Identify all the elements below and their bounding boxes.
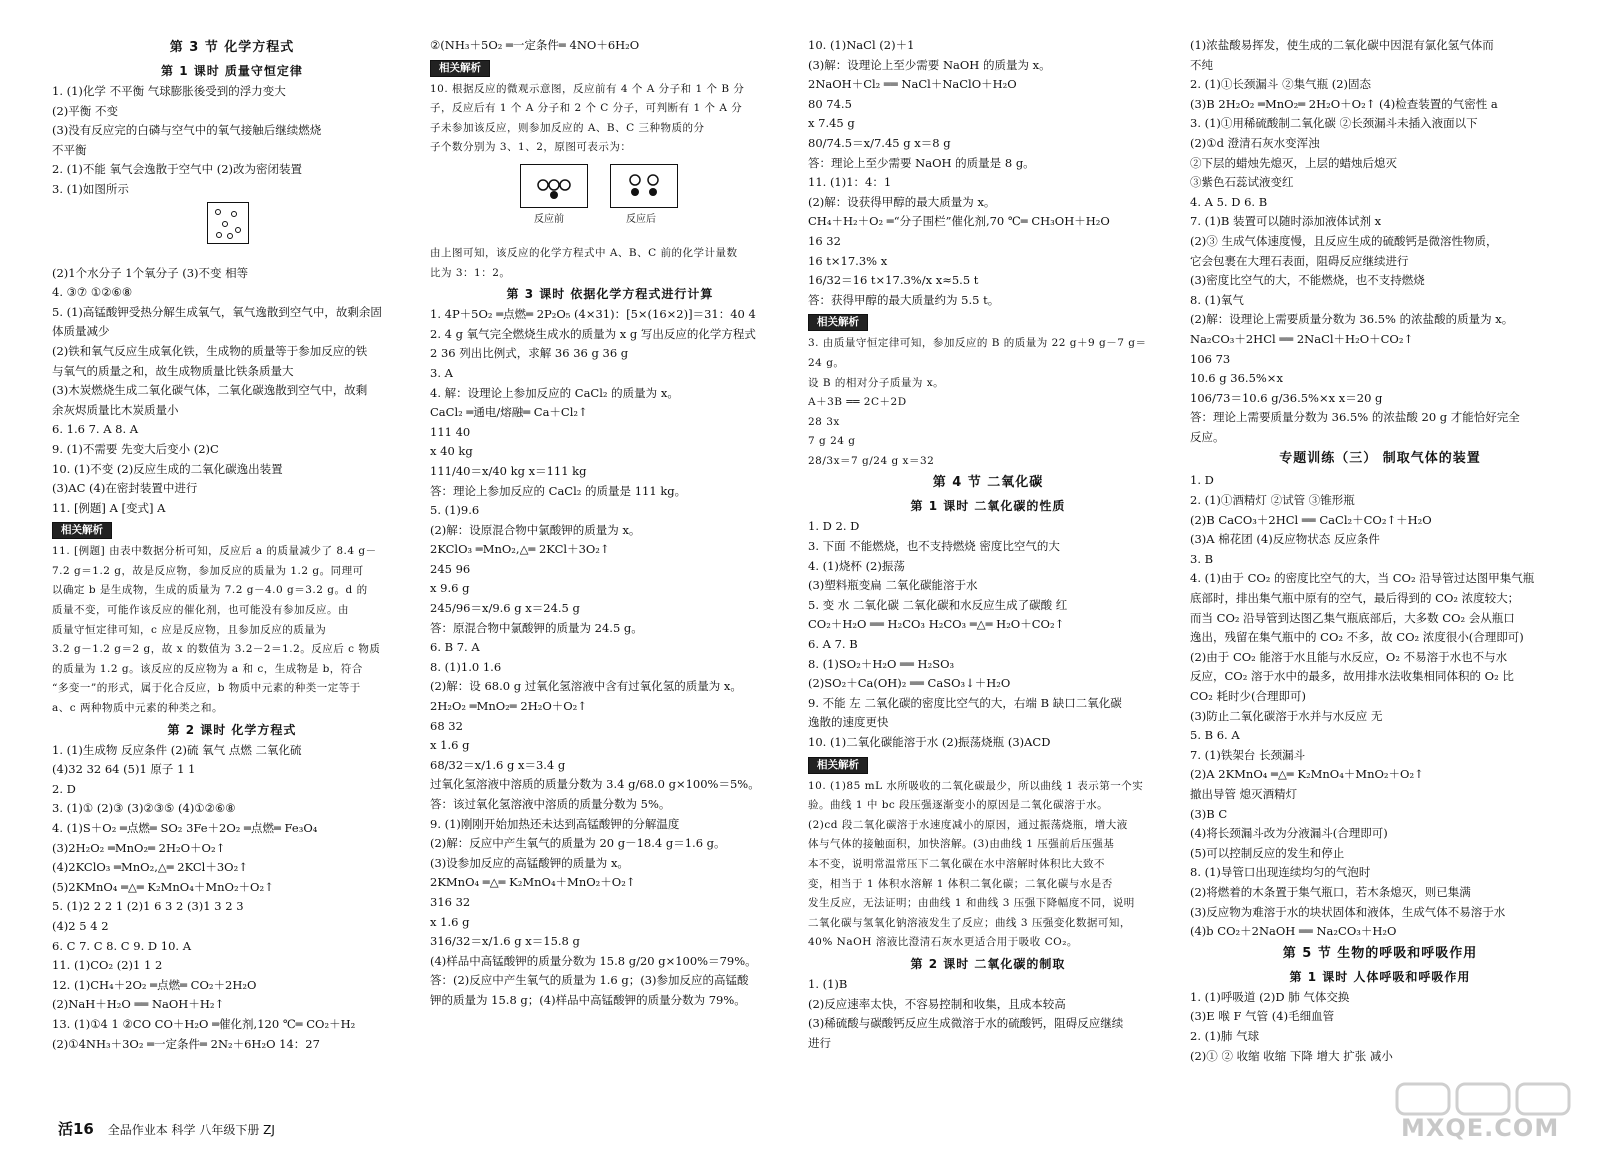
answer-line: (3)2H₂O₂ ═MnO₂═ 2H₂O＋O₂↑ xyxy=(52,840,226,855)
answer-line: 2H₂O₂ ═MnO₂═ 2H₂O＋O₂↑ xyxy=(430,699,587,714)
analysis-line: 28 3x xyxy=(808,415,840,428)
book-title: 全品作业本 科学 八年级下册 ZJ xyxy=(107,1123,275,1137)
answer-line: 3. (1)如图所示 xyxy=(52,181,129,196)
section-heading: 第 5 节 生物的呼吸和呼吸作用 xyxy=(1282,945,1478,961)
answer-line: (3)稀硫酸与碳酸钙反应生成微溶于水的硫酸钙，阻碍反应继续 xyxy=(808,1016,1124,1031)
answer-line: CO₂＋H₂O ══ H₂CO₃ H₂CO₃ ═△═ H₂O＋CO₂↑ xyxy=(808,617,1065,632)
answer-line: (3)设参加反应的高锰酸钾的质量为 x。 xyxy=(430,855,629,870)
answer-line: (2)铁和氧气反应生成氧化铁，生成物的质量等于参加反应的铁 xyxy=(52,343,368,358)
answer-line: 反应。 xyxy=(1190,429,1225,444)
answer-line: ②(NH₃＋5O₂ ═一定条件═ 4NO＋6H₂O xyxy=(430,38,640,52)
answer-line: 与氧气的质量之和，故生成物质量比铁条质量大 xyxy=(52,363,294,378)
answer-line: 底部时，排出集气瓶中原有的空气，最后得到的 CO₂ 浓度较大； xyxy=(1190,591,1520,606)
answer-line: 2. D xyxy=(52,781,76,796)
answer-line: (4)32 32 64 (5)1 原子 1 1 xyxy=(52,762,196,777)
answer-line: (2)解：设 68.0 g 过氧化氢溶液中含有过氧化氢的质量为 x。 xyxy=(430,679,742,694)
analysis-tag-row xyxy=(808,753,1168,777)
answer-line: 1. (1)B xyxy=(808,976,848,991)
before-box xyxy=(520,164,588,208)
answer-line: (3)塑料瓶变扁 二氧化碳能溶于水 xyxy=(808,578,978,593)
analysis-line: 验。曲线 1 中 bc 段压强逐渐变小的原因是二氧化碳溶于水。 xyxy=(808,799,1109,812)
analysis-line: 本不变，说明常温常压下二氧化碳在水中溶解时体积比大致不 xyxy=(808,857,1105,870)
analysis-line: 由上图可知，该反应的化学方程式中 A、B、C 前的化学计量数 xyxy=(430,246,738,259)
answer-line: x 1.6 g xyxy=(430,914,470,929)
answer-line: 9. 不能 左 二氧化碳的密度比空气的大，右端 B 缺口二氧化碳 xyxy=(808,695,1122,710)
answer-line: 9. (1)刚刚开始加热还未达到高锰酸钾的分解温度 xyxy=(430,816,680,831)
watermark-text: MXQE.COM xyxy=(1401,1114,1560,1142)
answer-line: 2KClO₃ ═MnO₂,△═ 2KCl＋3O₂↑ xyxy=(430,542,610,557)
answer-line: 1. 4P＋5O₂ ═点燃═ 2P₂O₅ (4×31)：[5×(16×2)]＝31：40 4 xyxy=(430,307,756,322)
lesson-heading: 第 2 课时 化学方程式 xyxy=(167,722,297,737)
answer-line: 245 96 xyxy=(430,561,471,576)
answer-line: CH₄＋H₂＋O₂ ═“分子围栏”催化剂,70 ℃═ CH₃OH＋H₂O xyxy=(808,214,1110,229)
answer-line: (3)A 棉花团 (4)反应物状态 反应条件 xyxy=(1190,532,1380,547)
answer-line: (3)E 喉 F 气管 (4)毛细血管 xyxy=(1190,1009,1335,1024)
analysis-line: 3. 由质量守恒定律可知，参加反应的 B 的质量为 22 g＋9 g－7 g＝ xyxy=(808,337,1147,350)
answer-line: (3)解：设理论上至少需要 NaOH 的质量为 x。 xyxy=(808,57,1051,72)
answer-line: 68/32＝x/1.6 g x＝3.4 g xyxy=(430,757,566,772)
lesson-heading: 第 3 课时 依据化学方程式进行计算 xyxy=(506,287,714,302)
analysis-line: (2)cd 段二氧化碳溶于水速度减小的原因，通过振荡烧瓶，增大液 xyxy=(808,818,1128,831)
answer-line: 答：该过氧化氢溶液中溶质的质量分数为 5%。 xyxy=(430,797,671,811)
molecule-icon xyxy=(208,203,248,243)
analysis-line: 子个数分别为 3、1、2，原图可表示为： xyxy=(430,141,632,154)
answer-line: 6. 1.6 7. A 8. A xyxy=(52,422,139,437)
molecule-icon xyxy=(611,165,677,207)
answer-line: 钾的质量为 15.8 g；(4)样品中高锰酸钾的质量分数为 79%。 xyxy=(430,992,746,1007)
answer-line: 11. [例题] A [变式] A xyxy=(52,500,166,515)
analysis-line: 7 g 24 g xyxy=(808,435,856,448)
answer-line: (2)解：设理论上需要质量分数为 36.5% 的浓盐酸的质量为 x。 xyxy=(1190,312,1514,327)
answer-line: 111/40＝x/40 kg x＝111 kg xyxy=(430,463,587,478)
answer-line: x 1.6 g xyxy=(430,738,470,753)
answer-line: 2KMnO₄ ═△═ K₂MnO₄＋MnO₂＋O₂↑ xyxy=(430,875,636,890)
lesson-heading: 第 1 课时 人体呼吸和呼吸作用 xyxy=(1289,969,1471,984)
analysis-tag-row xyxy=(430,56,790,80)
answer-line: (3)B 2H₂O₂ ═MnO₂═ 2H₂O＋O₂↑ (4)检查装置的气密性 a xyxy=(1190,96,1498,111)
answer-line: 13. (1)①4 1 ②CO CO＋H₂O ═催化剂,120 ℃═ CO₂＋H₂ xyxy=(52,1016,356,1031)
page-footer xyxy=(58,1118,275,1139)
answer-line: 11. (1)1：4：1 xyxy=(808,175,892,190)
answer-line: x 9.6 g xyxy=(430,581,470,596)
analysis-tag: 相关解析 xyxy=(808,314,868,331)
answer-line: 5. (1)9.6 xyxy=(430,503,480,518)
answer-line: (2)解：反应中产生氧气的质量为 20 g－18.4 g＝1.6 g。 xyxy=(430,836,726,851)
answer-line: 6. B 7. A xyxy=(430,640,480,655)
answer-line: 答：理论上需要质量分数为 36.5% 的浓盐酸 20 g 才能恰好完全 xyxy=(1190,410,1520,425)
column-4 xyxy=(1190,36,1570,1116)
answer-line: 2. (1)①酒精灯 ②试管 ③锥形瓶 xyxy=(1190,493,1355,508)
answer-line: 8. (1)1.0 1.6 xyxy=(430,659,502,674)
answer-line: 1. D xyxy=(1190,473,1214,488)
answer-line: CaCl₂ ═通电/熔融═ Ca＋Cl₂↑ xyxy=(430,405,588,420)
answer-line: CO₂ 耗时少(合理即可) xyxy=(1190,689,1306,703)
answer-line: (4)2 5 4 2 xyxy=(52,918,109,933)
section-heading: 第 4 节 二氧化碳 xyxy=(932,475,1044,491)
column-3 xyxy=(808,36,1168,1116)
answer-line: 逸散的速度更快 xyxy=(808,715,889,730)
analysis-tag: 相关解析 xyxy=(52,522,112,539)
answer-line: (4)将长颈漏斗改为分液漏斗(合理即可) xyxy=(1190,826,1388,841)
analysis-line: 的质量为 1.2 g。该反应的反应物为 a 和 c，生成物是 b，符合 xyxy=(52,662,363,675)
section-heading: 专题训练（三） 制取气体的装置 xyxy=(1279,451,1481,467)
analysis-line: 子，反应后有 1 个 A 分子和 2 个 C 分子，可判断有 1 个 A 分 xyxy=(430,102,743,115)
column-2 xyxy=(430,36,790,1116)
answer-line: 1. D 2. D xyxy=(808,519,860,534)
answer-line: 10. (1)NaCl (2)＋1 xyxy=(808,38,915,52)
analysis-line: 发生反应，无法证明；由曲线 1 和曲线 3 压强下降幅度不同，说明 xyxy=(808,897,1135,910)
lesson-heading: 第 1 课时 质量守恒定律 xyxy=(161,64,303,78)
analysis-line: a、c 两种物质中元素的种类之和。 xyxy=(52,702,223,715)
answer-line: 2. (1)不能 氧气会逸散于空气中 (2)改为密闭装置 xyxy=(52,162,303,177)
analysis-line: A＋3B ══ 2C＋2D xyxy=(808,396,907,409)
answer-line: (2)B CaCO₃＋2HCl ══ CaCl₂＋CO₂↑＋H₂O xyxy=(1190,512,1432,527)
answer-line: (3)防止二氧化碳溶于水并与水反应 无 xyxy=(1190,708,1383,723)
answer-line: 8. (1)SO₂＋H₂O ══ H₂SO₃ xyxy=(808,656,955,671)
analysis-line: 24 g。 xyxy=(808,356,845,369)
analysis-tag: 相关解析 xyxy=(430,60,490,77)
answer-line: (5)2KMnO₄ ═△═ K₂MnO₄＋MnO₂＋O₂↑ xyxy=(52,879,274,894)
analysis-line: 40% NaOH 溶液比澄清石灰水更适合用于吸收 CO₂。 xyxy=(808,936,1078,949)
answer-line: 答：理论上至少需要 NaOH 的质量是 8 g。 xyxy=(808,155,1035,170)
analysis-line: 质量不变，可能作该反应的催化剂，也可能没有参加反应。由 xyxy=(52,604,349,617)
answer-line: 2. 4 g 氧气完全燃烧生成水的质量为 x g 写出反应的化学方程式 xyxy=(430,326,756,341)
answer-line: 10. (1)二氧化碳能溶于水 (2)振荡烧瓶 (3)ACD xyxy=(808,735,1051,749)
answer-line: 2NaOH＋Cl₂ ══ NaCl＋NaClO＋H₂O xyxy=(808,77,1017,92)
answer-line: (2)③ 生成气体速度慢，且反应生成的硫酸钙是微溶性物质， xyxy=(1190,233,1498,248)
answer-line: (2)平衡 不变 xyxy=(52,103,118,118)
answer-line: 5. (1)高锰酸钾受热分解生成氧气，氧气逸散到空气中，故剩余固 xyxy=(52,304,382,319)
answer-line: 7. (1)B 装置可以随时添加液体试剂 x xyxy=(1190,214,1382,229)
after-label: 反应后 xyxy=(626,213,656,225)
analysis-line: 二氧化碳与氢氧化钠溶液发生了反应；曲线 3 压强变化数据可知， xyxy=(808,916,1131,929)
answer-line: (2)SO₂＋Ca(OH)₂ ══ CaSO₃↓＋H₂O xyxy=(808,676,1011,691)
answer-line: 16 32 xyxy=(808,233,841,248)
answer-line: 80 74.5 xyxy=(808,96,852,111)
analysis-line: 以确定 b 是生成物，生成的质量为 7.2 g－4.0 g＝3.2 g。d 的 xyxy=(52,584,368,597)
answer-line: (1)浓盐酸易挥发，使生成的二氧化碳中因混有氯化氢气体而 xyxy=(1190,38,1494,52)
answer-line: (2)①d 澄清石灰水变浑浊 xyxy=(1190,135,1320,150)
answer-line: 3. B xyxy=(1190,551,1214,566)
answer-line: 316/32＝x/1.6 g x＝15.8 g xyxy=(430,934,580,949)
answer-line: 111 40 xyxy=(430,424,471,439)
answer-line: (2)① ② 收缩 收缩 下降 增大 扩张 减小 xyxy=(1190,1048,1393,1063)
answer-line: 245/96＝x/9.6 g x＝24.5 g xyxy=(430,601,580,616)
answer-line: (3)密度比空气的大，不能燃烧，也不支持燃烧 xyxy=(1190,273,1425,288)
answer-line: 16 t×17.3% x xyxy=(808,253,888,268)
answer-line: (4)2KClO₃ ═MnO₂,△═ 2KCl＋3O₂↑ xyxy=(52,860,248,875)
answer-line: Na₂CO₃＋2HCl ══ 2NaCl＋H₂O＋CO₂↑ xyxy=(1190,331,1414,346)
answer-line: x 7.45 g xyxy=(808,116,855,131)
answer-line: 80/74.5＝x/7.45 g x＝8 g xyxy=(808,135,951,150)
answer-line: 3. (1)①用稀硫酸制二氧化碳 ②长颈漏斗未插入液面以下 xyxy=(1190,116,1478,131)
answer-line: 答：理论上参加反应的 CaCl₂ 的质量是 111 kg。 xyxy=(430,483,687,498)
analysis-line: 设 B 的相对分子质量为 x。 xyxy=(808,376,945,389)
answer-line: (4)b CO₂＋2NaOH ══ Na₂CO₃＋H₂O xyxy=(1190,924,1397,939)
analysis-tag: 相关解析 xyxy=(808,757,868,774)
answer-line: 反应，CO₂ 溶于水中的最多，故用排水法收集相同体积的 O₂ 比 xyxy=(1190,669,1514,684)
answer-line: (2)解：设原混合物中氯酸钾的质量为 x。 xyxy=(430,522,641,537)
analysis-line: 体与气体的接触面积，加快溶解。(3)由曲线 1 压强前后压强基 xyxy=(808,838,1115,851)
answer-line: 10.6 g 36.5%×x xyxy=(1190,371,1283,386)
answer-line: (3)木炭燃烧生成二氧化碳气体，二氧化碳逸散到空气中，故剩 xyxy=(52,383,368,398)
answer-line: (2)1个水分子 1个氧分子 (3)不变 相等 xyxy=(52,265,249,280)
after-box xyxy=(610,164,678,208)
answer-line: 2 36 列出比例式，求解 36 36 g 36 g xyxy=(430,346,629,361)
answer-line: 3. 下面 不能燃烧，也不支持燃烧 密度比空气的大 xyxy=(808,539,1060,554)
molecule-box xyxy=(207,202,249,244)
answer-line: 6. A 7. B xyxy=(808,637,858,652)
watermark-logo xyxy=(1395,1080,1585,1146)
answer-line: 316 32 xyxy=(430,894,471,909)
molecule-icon xyxy=(521,165,587,207)
answer-line: (2)A 2KMnO₄ ═△═ K₂MnO₄＋MnO₂＋O₂↑ xyxy=(1190,767,1424,782)
answer-line: 进行 xyxy=(808,1035,831,1050)
answer-line: 2. (1)①长颈漏斗 ②集气瓶 (2)固态 xyxy=(1190,77,1372,92)
page-number: 活16 xyxy=(58,1120,94,1138)
analysis-tag-row xyxy=(52,518,412,542)
answer-line: 4. A 5. D 6. B xyxy=(1190,194,1268,209)
answer-line: (4)样品中高锰酸钾的质量分数为 15.8 g/20 g×100%＝79%。 xyxy=(430,953,757,968)
analysis-line: 11. [例题] 由表中数据分析可知，反应后 a 的质量减少了 8.4 g－ xyxy=(52,545,377,558)
answer-line: 106/73＝10.6 g/36.5%×x x＝20 g xyxy=(1190,390,1383,405)
answer-line: 12. (1)CH₄＋2O₂ ═点燃═ CO₂＋2H₂O xyxy=(52,977,257,992)
answer-line: (2)解：设获得甲醇的最大质量为 x。 xyxy=(808,194,996,209)
molecule-figure xyxy=(52,200,412,264)
answer-line: 过氧化氢溶液中溶质的质量分数为 3.4 g/68.0 g×100%＝5%。 xyxy=(430,777,760,792)
answer-line: 它会包裹在大理石表面，阻碍反应继续进行 xyxy=(1190,253,1409,268)
analysis-line: 质量守恒定律可知，c 应是反应物，且参加反应的质量为 xyxy=(52,623,327,636)
answer-line: 逸出，残留在集气瓶中的 CO₂ 不多，故 CO₂ 浓度很小(合理即可) xyxy=(1190,630,1524,645)
answer-line: 3. (1)① (2)③ (3)②③⑤ (4)①②⑥⑧ xyxy=(52,801,236,816)
answer-line: 5. (1)2 2 2 1 (2)1 6 3 2 (3)1 3 2 3 xyxy=(52,899,244,914)
answer-line: 体质量减少 xyxy=(52,324,110,339)
answer-line: 4. (1)烧杯 (2)振荡 xyxy=(808,558,905,573)
answer-line: (2)由于 CO₂ 能溶于水且能与水反应，O₂ 不易溶于水也不与水 xyxy=(1190,649,1508,664)
lesson-heading: 第 1 课时 二氧化碳的性质 xyxy=(910,499,1066,514)
answer-line: 4. 解：设理论上参加反应的 CaCl₂ 的质量为 x。 xyxy=(430,385,679,400)
answer-line: (3)反应物为难溶于水的块状固体和液体，生成气体不易溶于水 xyxy=(1190,904,1506,919)
answer-line: ②下层的蜡烛先熄灭，上层的蜡烛后熄灭 xyxy=(1190,155,1397,170)
answer-line: ③紫色石蕊试液变红 xyxy=(1190,175,1294,190)
answer-line: 2. (1)肺 气球 xyxy=(1190,1028,1260,1043)
answer-line: 68 32 xyxy=(430,718,463,733)
answer-line: (2)NaH＋H₂O ══ NaOH＋H₂↑ xyxy=(52,997,225,1012)
analysis-line: “多变一”的形式，属于化合反应，b 物质中元素的种类一定等于 xyxy=(52,682,361,695)
answer-line: 16/32＝16 t×17.3%/x x≈5.5 t xyxy=(808,273,979,288)
analysis-line: 28/3x＝7 g/24 g x＝32 xyxy=(808,454,935,467)
answer-line: 不纯 xyxy=(1190,57,1213,72)
answer-line: x 40 kg xyxy=(430,444,473,459)
answer-line: 不平衡 xyxy=(52,142,87,157)
answer-line: 6. C 7. C 8. C 9. D 10. A xyxy=(52,938,191,953)
section-heading: 第 3 节 化学方程式 xyxy=(169,40,295,55)
answer-line: 1. (1)化学 不平衡 气球膨胀後受到的浮力变大 xyxy=(52,84,286,98)
answer-line: 1. (1)生成物 反应条件 (2)硫 氧气 点燃 二氧化硫 xyxy=(52,742,302,757)
lesson-heading: 第 2 课时 二氧化碳的制取 xyxy=(910,956,1066,971)
answer-line: 106 73 xyxy=(1190,351,1231,366)
answer-line: 答：原混合物中氯酸钾的质量为 24.5 g。 xyxy=(430,620,643,635)
answer-line: 8. (1)氧气 xyxy=(1190,292,1244,307)
answer-line: 4. (1)S＋O₂ ═点燃═ SO₂ 3Fe＋2O₂ ═点燃═ Fe₃O₄ xyxy=(52,821,318,835)
answer-line: 余灰烬质量比木炭质量小 xyxy=(52,402,179,417)
answer-line: 9. (1)不需要 先变大后变小 (2)C xyxy=(52,441,219,456)
answer-line: (2)将燃着的木条置于集气瓶口，若木条熄灭，则已集满 xyxy=(1190,884,1471,899)
answer-line: (3)没有反应完的白磷与空气中的氧气接触后继续燃烧 xyxy=(52,123,322,138)
analysis-line: 10. (1)85 mL 水所吸收的二氧化碳最少，所以曲线 1 表示第一个实 xyxy=(808,779,1144,792)
answer-line: 4. (1)由于 CO₂ 的密度比空气的大，当 CO₂ 沿导管过达图甲集气瓶 xyxy=(1190,571,1535,586)
analysis-line: 7.2 g＝1.2 g，故是反应物，参加反应的质量为 1.2 g。同理可 xyxy=(52,564,364,577)
answer-line: 而当 CO₂ 沿导管到达图乙集气瓶底部后，大多数 CO₂ 会从瓶口 xyxy=(1190,610,1515,625)
answer-line: 5. B 6. A xyxy=(1190,728,1240,743)
column-1 xyxy=(52,36,412,1116)
answer-line: 1. (1)呼吸道 (2)D 肺 气体交换 xyxy=(1190,989,1350,1004)
answer-line: 撤出导管 熄灭酒精灯 xyxy=(1190,786,1298,801)
answer-line: 11. (1)CO₂ (2)1 1 2 xyxy=(52,958,163,973)
answer-line: (3)AC (4)在密封装置中进行 xyxy=(52,481,198,496)
answer-line: (3)B C xyxy=(1190,806,1228,821)
answer-line: 4. ③⑦ ①②⑥⑧ xyxy=(52,285,133,300)
answer-line: 5. 变 水 二氧化碳 二氧化碳和水反应生成了碳酸 红 xyxy=(808,597,1068,612)
answer-line: 3. A xyxy=(430,365,453,380)
before-label: 反应前 xyxy=(534,213,564,225)
answer-line: 10. (1)不变 (2)反应生成的二氧化碳逸出装置 xyxy=(52,461,283,476)
answer-line: (2)反应速率太快，不容易控制和收集，且成本较高 xyxy=(808,996,1066,1011)
analysis-tag-row xyxy=(808,310,1168,334)
analysis-line: 子未参加该反应，则参加反应的 A、B、C 三种物质的分 xyxy=(430,121,705,134)
answer-line: 8. (1)导管口出现连续均匀的气泡时 xyxy=(1190,865,1371,880)
analysis-line: 10. 根据反应的微观示意图，反应前有 4 个 A 分子和 1 个 B 分 xyxy=(430,82,745,95)
analysis-line: 3.2 g－1.2 g＝2 g，故 x 的数值为 3.2－2＝1.2。反应后 c 物质 xyxy=(52,643,381,656)
answer-line: 7. (1)铁架台 长颈漏斗 xyxy=(1190,747,1306,762)
answer-line: (5)可以控制反应的发生和停止 xyxy=(1190,845,1345,860)
analysis-line: 变，相当于 1 体积水溶解 1 体积二氧化碳；二氧化碳与水是否 xyxy=(808,877,1113,890)
reaction-diagram xyxy=(430,158,790,244)
answer-line: 答：(2)反应中产生氧气的质量为 1.6 g；(3)参加反应的高锰酸 xyxy=(430,973,749,988)
answer-line: 答：获得甲醇的最大质量约为 5.5 t。 xyxy=(808,292,1000,307)
analysis-line: 比为 3：1：2。 xyxy=(430,266,511,279)
answer-line: (2)①4NH₃＋3O₂ ═一定条件═ 2N₂＋6H₂O 14：27 xyxy=(52,1036,320,1051)
